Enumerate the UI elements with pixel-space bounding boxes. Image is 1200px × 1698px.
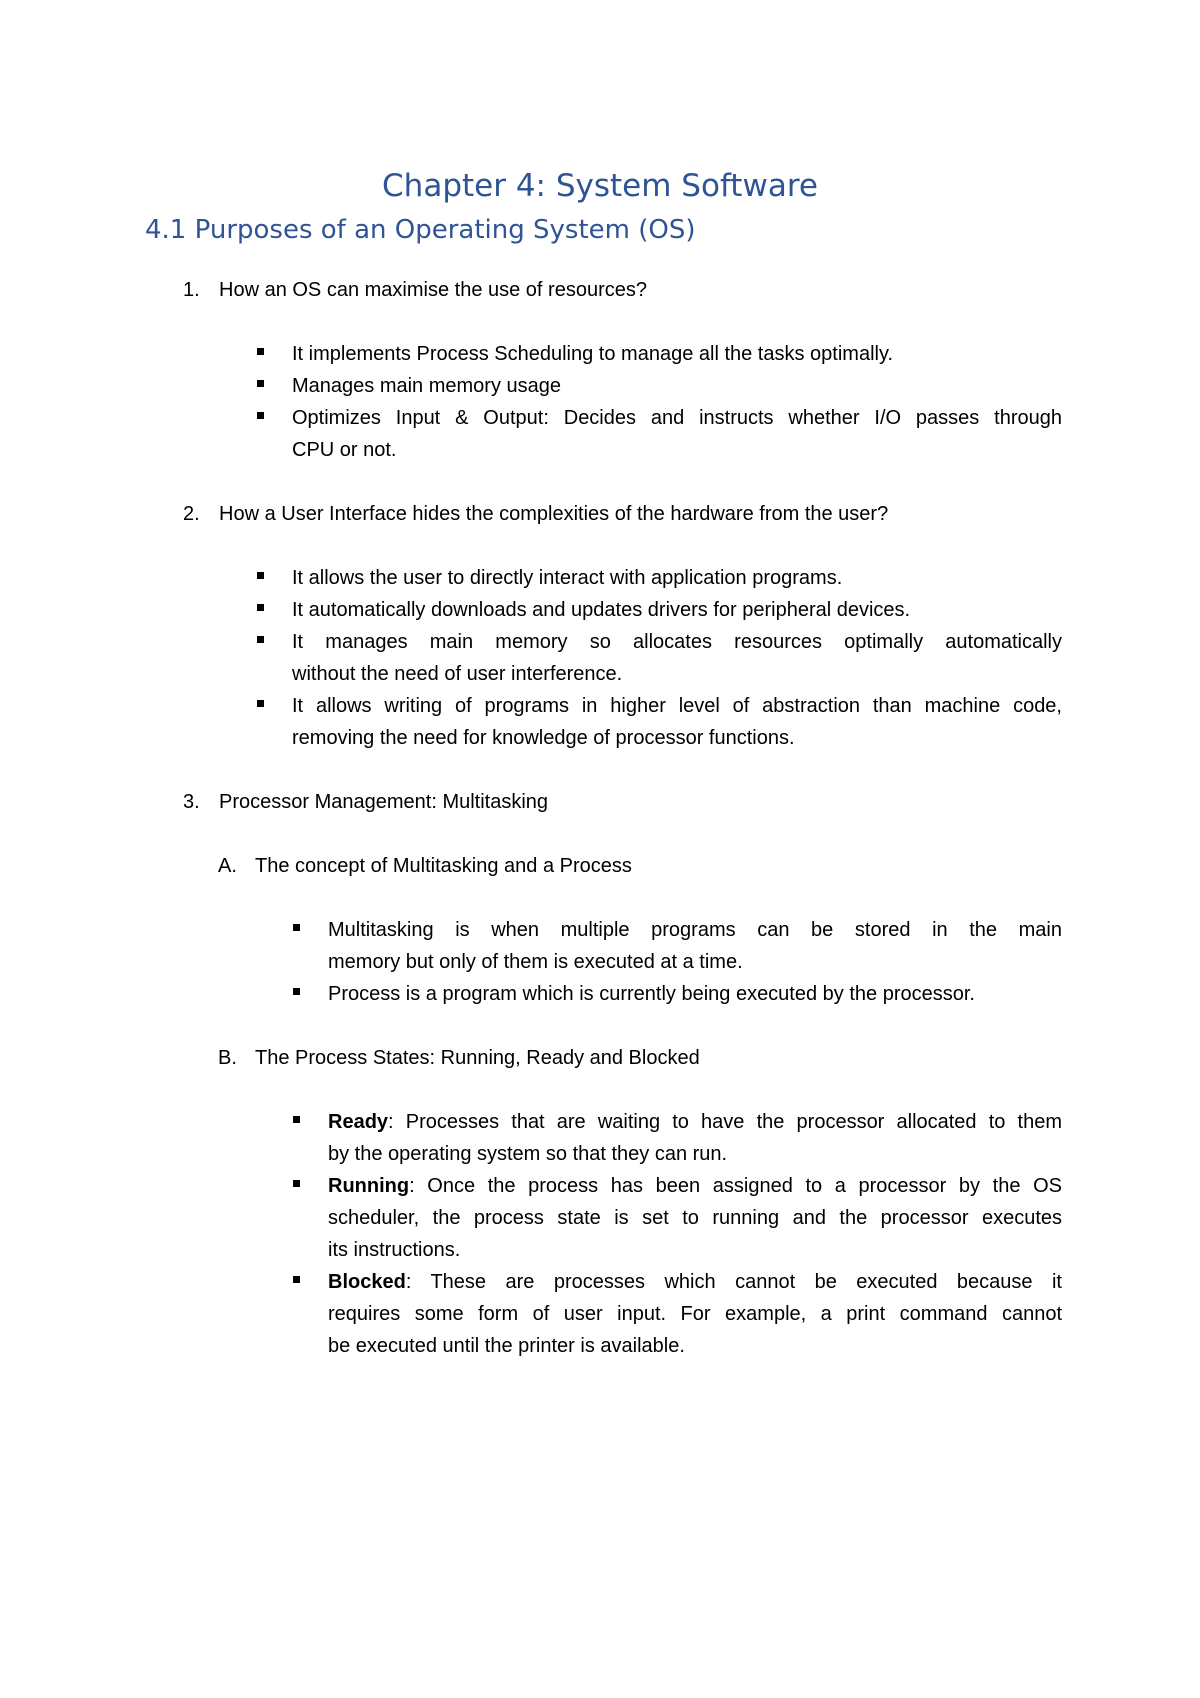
section-3-heading: Processor Management: Multitasking (219, 791, 549, 813)
bullet-square-icon (293, 1276, 300, 1283)
section-2-bullet-4-line-2: removing the need for knowledge of processor functions. (292, 727, 795, 749)
section-1-bullet-2: Manages main memory usage (292, 375, 562, 397)
section-1-bullet-1: It implements Process Scheduling to manage all the tasks optimally. (292, 343, 894, 365)
subsection-b-letter: B. (218, 1047, 237, 1069)
subsection-b-bullet-blocked-line-1 (328, 1266, 1062, 1298)
chapter-title: Chapter 4: System Software (382, 168, 818, 204)
subsection-b-bullet-ready-line-2: by the operating system so that they can run. (328, 1143, 728, 1165)
section-3-number: 3. (183, 791, 200, 813)
blocked-text: : These are processes which cannot be executed because it (405, 1271, 1062, 1293)
subsection-b-bullet-ready-line-1 (328, 1106, 1062, 1138)
section-1-bullet-3-line-1: Optimizes Input & Output: Decides and instructs whether I/O passes through (292, 407, 1062, 429)
bullet-square-icon (293, 924, 300, 931)
subsection-b-bullet-running-line-3: its instructions. (328, 1239, 461, 1261)
section-subtitle: 4.1 Purposes of an Operating System (OS) (145, 215, 696, 245)
bullet-square-icon (293, 1116, 300, 1123)
subsection-b-bullet-running-line-2: scheduler, the process state is set to running and the processor executes (328, 1207, 1062, 1229)
bullet-square-icon (257, 636, 264, 643)
section-2-bullet-4-line-1: It allows writing of programs in higher level of abstraction than machine code, (292, 695, 1062, 717)
section-2-bullet-3-line-1: It manages main memory so allocates resources optimally automatically (292, 631, 1062, 653)
subsection-a-letter: A. (218, 855, 237, 877)
subsection-a-bullet-2: Process is a program which is currently being executed by the processor. (328, 983, 975, 1005)
subsection-a-bullet-1-line-2: memory but only of them is executed at a time. (328, 951, 743, 973)
section-2-bullet-2: It automatically downloads and updates drivers for peripheral devices. (292, 599, 911, 621)
bullet-square-icon (257, 604, 264, 611)
term-blocked: Blocked (328, 1271, 406, 1293)
section-1-heading: How an OS can maximise the use of resources? (219, 279, 647, 301)
section-2-bullet-3-line-2: without the need of user interference. (292, 663, 623, 685)
subsection-b-heading: The Process States: Running, Ready and Blocked (255, 1047, 700, 1069)
term-ready: Ready (328, 1111, 389, 1133)
bullet-square-icon (257, 412, 264, 419)
section-2-bullet-1: It allows the user to directly interact with application programs. (292, 567, 843, 589)
running-text: : Once the process has been assigned to a processor by the OS (409, 1175, 1062, 1197)
ready-text: : Processes that are waiting to have the processor allocated to them (388, 1111, 1062, 1133)
section-2-heading: How a User Interface hides the complexities of the hardware from the user? (219, 503, 889, 525)
subsection-b-bullet-blocked-line-2: requires some form of user input. For example, a print command cannot (328, 1303, 1062, 1325)
section-1-bullet-3-line-2: CPU or not. (292, 439, 397, 461)
subsection-b-bullet-running-line-1 (328, 1170, 1062, 1202)
bullet-square-icon (257, 348, 264, 355)
subsection-a-heading: The concept of Multitasking and a Process (255, 855, 632, 877)
section-2-number: 2. (183, 503, 200, 525)
bullet-square-icon (257, 572, 264, 579)
bullet-square-icon (293, 988, 300, 995)
bullet-square-icon (257, 700, 264, 707)
bullet-square-icon (257, 380, 264, 387)
section-1-number: 1. (183, 279, 200, 301)
term-running: Running (328, 1175, 410, 1197)
subsection-a-bullet-1-line-1: Multitasking is when multiple programs can be stored in the main (328, 919, 1062, 941)
bullet-square-icon (293, 1180, 300, 1187)
subsection-b-bullet-blocked-line-3: be executed until the printer is available. (328, 1335, 685, 1357)
